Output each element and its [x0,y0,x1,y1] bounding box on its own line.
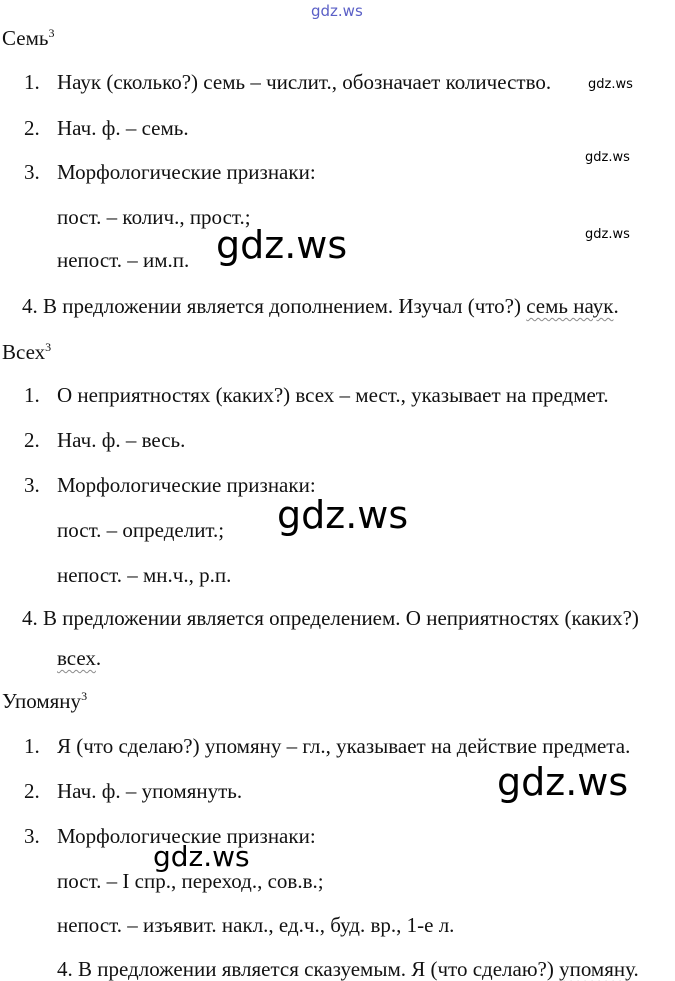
watermark-large: gdz.ws [277,493,409,537]
sentence-end: . [613,294,619,318]
item-text: Наук (сколько?) семь – числит., обозначает количество. [57,70,552,94]
item-number: 2. [24,779,40,803]
item-syntax [57,957,639,981]
item-number: 3. [24,824,40,848]
watermark-small: gdz.ws [588,77,633,92]
item-number: 2. [24,116,40,140]
item-number: 1. [24,70,40,94]
item-number: 2. [24,428,40,452]
item-text: Нач. ф. – упомянуть. [57,779,243,803]
item-text: Морфологические признаки: [57,160,316,184]
section-title-upomyanu [2,689,87,713]
sentence-end: . [95,646,102,670]
item-syntax-continued [57,646,101,670]
watermark-large: gdz.ws [497,760,629,804]
watermark-small: gdz.ws [585,150,630,165]
watermark-small: gdz.ws [585,227,630,242]
variable-features: непост. – мн.ч., р.п. [57,563,232,587]
item-text: Морфологические признаки: [57,824,316,848]
section-title-vseh [2,340,51,364]
section-title-text: Всех [2,340,46,364]
footnote-mark: 3 [81,689,88,703]
item-text: Нач. ф. – весь. [57,428,186,452]
footnote-mark: 3 [48,26,55,40]
item-text: Я (что сделаю?) упомяну – гл., указывает на действие предмета. [57,734,631,758]
item-number: 1. [24,383,40,407]
section-title-sem [2,26,54,50]
item-number: 3. [24,160,40,184]
item-text: Морфологические признаки: [57,473,316,497]
variable-features: непост. – изъявит. накл., ед.ч., буд. вр., 1-е л. [57,913,455,937]
item-text: О неприятностях (каких?) всех – мест., указывает на предмет. [57,383,609,407]
constant-features: пост. – колич., прост.; [57,205,251,229]
item-number: 3. [24,473,40,497]
section-title-text: Упомяну [2,689,82,713]
item-syntax: 4. В предложении является определением. О неприятностях (каких?) [22,606,639,630]
watermark-top: gdz.ws [311,2,363,20]
item-text: 4. В предложении является дополнением. Изучал (что?) [22,294,521,318]
item-number: 1. [24,734,40,758]
item-syntax [22,294,619,318]
section-title-text: Семь [2,26,49,50]
underlined-phrase: всех [57,646,96,670]
watermark-medium: gdz.ws [153,840,250,873]
constant-features: пост. – определит.; [57,518,225,542]
footnote-mark: 3 [45,340,52,354]
item-text: Нач. ф. – семь. [57,116,189,140]
watermark-large: gdz.ws [216,223,348,267]
underlined-phrase: упомяну [559,957,634,981]
item-text: 4. В предложении является сказуемым. Я (что сделаю?) [57,957,554,981]
constant-features: пост. – I спр., переход., сов.в.; [57,869,324,893]
sentence-end: . [633,957,639,981]
underlined-phrase: семь наук [526,294,614,318]
variable-features: непост. – им.п. [57,248,190,272]
